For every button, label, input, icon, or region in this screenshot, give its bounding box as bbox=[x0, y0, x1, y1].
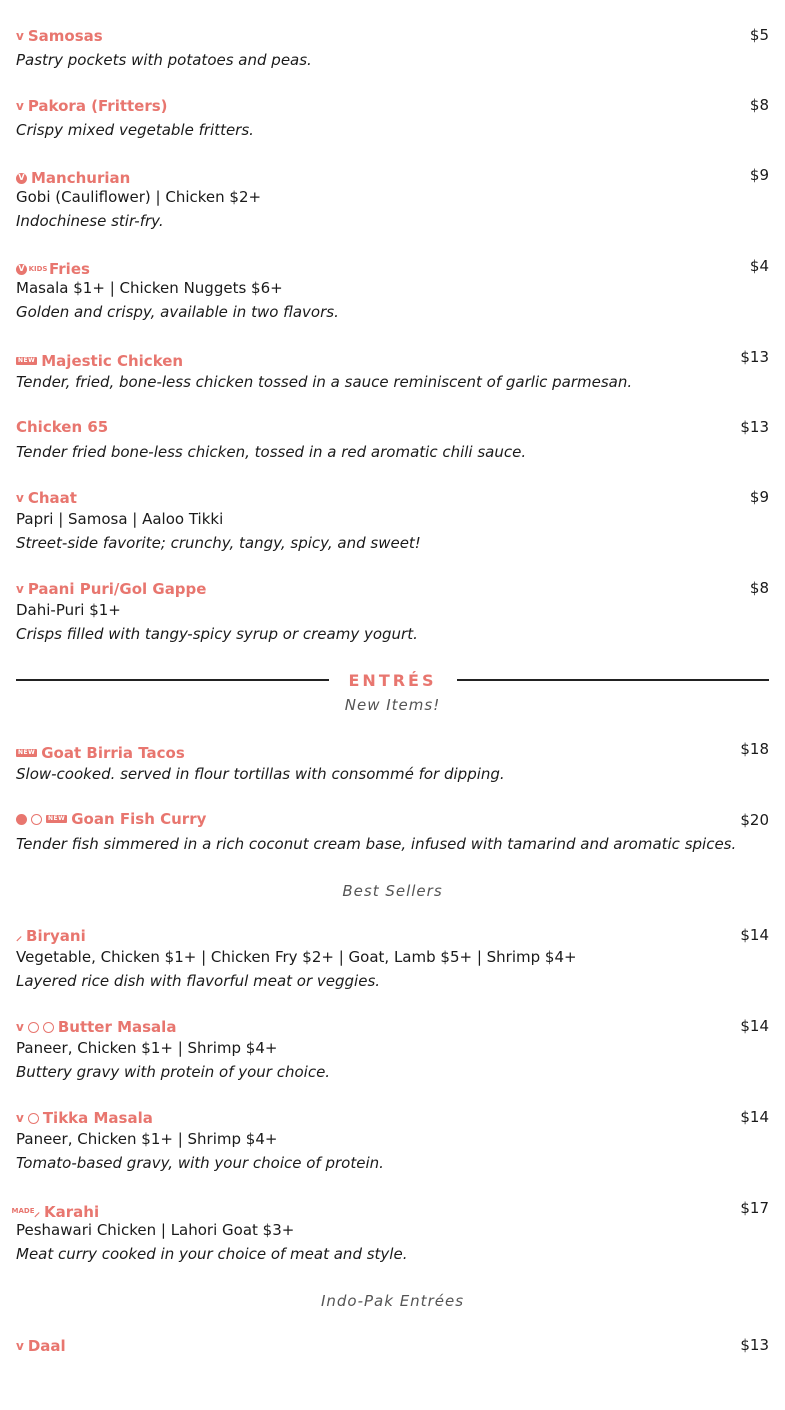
menu-item-price: $8 bbox=[749, 579, 769, 597]
menu-item-header bbox=[16, 810, 769, 830]
menu-item-price: $13 bbox=[740, 1336, 769, 1354]
menu-item-options: Dahi-Puri $1+ bbox=[16, 601, 121, 619]
menu-item bbox=[16, 322, 769, 392]
menu-item bbox=[16, 231, 769, 322]
menu-item bbox=[11, 1173, 769, 1264]
gluten-free-icon bbox=[16, 814, 27, 825]
dietary-icons bbox=[16, 30, 24, 42]
subheading-new-items: New Items! bbox=[344, 696, 441, 714]
menu-item-options: Paneer, Chicken $1+ | Shrimp $4+ bbox=[16, 1039, 278, 1057]
menu-item bbox=[16, 1310, 769, 1356]
dairy-icon bbox=[28, 1022, 39, 1033]
menu-item-description: Pastry pockets with potatoes and peas. bbox=[16, 51, 312, 69]
menu-item-description: Slow-cooked. served in flour tortillas with consommé for dipping. bbox=[16, 765, 505, 783]
vegetarian-icon: v bbox=[16, 1020, 24, 1034]
subheading-best-sellers: Best Sellers bbox=[342, 882, 443, 900]
menu-item-options: Papri | Samosa | Aaloo Tikki bbox=[16, 510, 224, 528]
new-badge-icon: NEW bbox=[48, 815, 66, 822]
best-sellers-list bbox=[11, 900, 769, 1264]
dietary-icons bbox=[16, 749, 37, 757]
menu-item-options: Masala $1+ | Chicken Nuggets $6+ bbox=[16, 279, 283, 297]
menu-item-name bbox=[11, 1202, 100, 1221]
menu-item-title: Karahi bbox=[44, 1202, 100, 1221]
menu-item-name bbox=[16, 169, 130, 187]
menu-item-name bbox=[16, 1109, 153, 1127]
menu-item-price: $13 bbox=[740, 418, 769, 436]
dietary-icons bbox=[16, 930, 22, 942]
indo-pak-list bbox=[16, 1310, 769, 1356]
menu-item-price: $17 bbox=[740, 1199, 769, 1217]
menu-item-name bbox=[16, 260, 90, 278]
menu-item-title: Tikka Masala bbox=[42, 1109, 153, 1127]
dietary-icons bbox=[16, 173, 27, 184]
menu-item-price: $4 bbox=[749, 257, 769, 275]
appetizer-list bbox=[16, 0, 769, 644]
subheading-indo-pak: Indo-Pak Entrées bbox=[320, 1292, 465, 1310]
menu-item-price: $20 bbox=[740, 810, 769, 829]
dietary-icons bbox=[16, 357, 37, 365]
dietary-icons bbox=[16, 1340, 24, 1352]
menu-item bbox=[16, 0, 769, 70]
menu-item-options: Paneer, Chicken $1+ | Shrimp $4+ bbox=[16, 1130, 278, 1148]
menu-item bbox=[16, 784, 769, 854]
menu-item-description: Buttery gravy with protein of your choice. bbox=[16, 1063, 331, 1081]
menu-item-title: Majestic Chicken bbox=[41, 352, 184, 370]
menu-item-options: Peshawari Chicken | Lahori Goat $3+ bbox=[16, 1221, 295, 1239]
menu-item bbox=[16, 140, 769, 231]
menu-item-title: Samosas bbox=[27, 27, 103, 45]
dietary-icons bbox=[16, 100, 24, 112]
menu-item-name bbox=[16, 1018, 176, 1036]
menu-item-description: Tender, fried, bone-less chicken tossed in a sauce reminiscent of garlic parmesan. bbox=[16, 373, 633, 391]
dietary-icons bbox=[16, 583, 24, 595]
menu-item bbox=[16, 991, 769, 1082]
spicy-icon: ⸝ bbox=[34, 1204, 41, 1219]
menu-item bbox=[16, 714, 769, 784]
new-badge-icon: NEW bbox=[18, 357, 36, 364]
menu-item-header bbox=[16, 257, 769, 277]
menu-item-price: $9 bbox=[749, 488, 769, 506]
menu-item-price: $5 bbox=[749, 26, 769, 44]
dietary-icons bbox=[16, 264, 48, 275]
menu-item-description: Street-side favorite; crunchy, tangy, spicy, and sweet! bbox=[16, 534, 421, 552]
menu-item bbox=[16, 392, 769, 462]
spicy-icon: ⸝ bbox=[16, 929, 23, 943]
menu-item-title: Manchurian bbox=[31, 169, 131, 187]
menu-item-header bbox=[16, 418, 769, 438]
menu-item-options: Gobi (Cauliflower) | Chicken $2+ bbox=[16, 188, 262, 206]
menu-item-name bbox=[16, 352, 183, 370]
menu-item bbox=[16, 1082, 769, 1173]
menu-item-description: Tender fried bone-less chicken, tossed in a red aromatic chili sauce. bbox=[16, 443, 527, 461]
menu-item-price: $8 bbox=[749, 96, 769, 114]
menu-item-header bbox=[16, 488, 769, 508]
vegetarian-icon: v bbox=[16, 582, 24, 596]
menu-item-name bbox=[16, 418, 108, 436]
menu-item-description: Tender fish simmered in a rich coconut cream base, infused with tamarind and aromatic spices. bbox=[16, 835, 737, 853]
menu-item-header bbox=[16, 1108, 769, 1128]
menu-item-title: Butter Masala bbox=[57, 1018, 177, 1036]
vegetarian-icon: v bbox=[16, 1111, 24, 1125]
menu-item-name bbox=[16, 744, 185, 762]
menu-item-header bbox=[11, 1199, 769, 1221]
vegan-icon: V bbox=[16, 173, 27, 184]
menu-item-name bbox=[16, 1337, 66, 1355]
menu-item-name bbox=[16, 97, 168, 115]
menu-item-header bbox=[16, 740, 769, 760]
menu-item-description: Layered rice dish with flavorful meat or veggies. bbox=[16, 972, 381, 990]
menu-item-price: $14 bbox=[740, 1108, 769, 1126]
menu-item-title: Chicken 65 bbox=[16, 418, 109, 436]
menu-item bbox=[16, 553, 769, 644]
menu-item-header bbox=[16, 1336, 769, 1356]
menu-item-title: Chaat bbox=[27, 489, 77, 507]
menu-item-price: $13 bbox=[740, 348, 769, 366]
menu-item-title: Goat Birria Tacos bbox=[41, 744, 185, 762]
menu-item-title: Fries bbox=[49, 260, 90, 278]
menu-item-description: Crisps filled with tangy-spicy syrup or creamy yogurt. bbox=[16, 625, 418, 643]
menu-item-title: Paani Puri/Gol Gappe bbox=[27, 580, 207, 598]
made-here-icon: MADE bbox=[11, 1207, 35, 1215]
menu-item-description: Meat curry cooked in your choice of meat and style. bbox=[16, 1245, 408, 1263]
vegetarian-icon: v bbox=[16, 1339, 24, 1353]
vegetarian-icon: v bbox=[16, 491, 24, 505]
menu-item-name bbox=[16, 489, 77, 507]
menu-item-name bbox=[16, 27, 103, 45]
menu-item-header bbox=[16, 26, 769, 46]
menu-item-title: Daal bbox=[27, 1337, 66, 1355]
menu-item-header bbox=[16, 1017, 769, 1037]
menu-item-header bbox=[16, 96, 769, 116]
menu-item-price: $14 bbox=[740, 1017, 769, 1035]
dairy-icon bbox=[31, 814, 42, 825]
menu-item-title: Goan Fish Curry bbox=[71, 810, 207, 828]
vegan-icon: V bbox=[16, 264, 27, 275]
vegetarian-icon: v bbox=[16, 99, 24, 113]
menu-item-header bbox=[16, 926, 769, 946]
dietary-icons bbox=[16, 1021, 54, 1033]
menu-item-name bbox=[16, 810, 206, 828]
menu-item-description: Golden and crispy, available in two flavors. bbox=[16, 303, 339, 321]
menu-item-description: Indochinese stir-fry. bbox=[16, 212, 164, 230]
menu-item-options: Vegetable, Chicken $1+ | Chicken Fry $2+ | Goat, Lamb $5+ | Shrimp $4+ bbox=[16, 948, 577, 966]
new-items-list bbox=[16, 714, 769, 854]
menu-item bbox=[16, 70, 769, 140]
section-title: ENTRÉS bbox=[348, 670, 437, 690]
vegetarian-icon: v bbox=[16, 29, 24, 43]
menu-item-name bbox=[16, 580, 206, 598]
section-rule-left bbox=[16, 679, 329, 681]
menu-item-description: Tomato-based gravy, with your choice of protein. bbox=[16, 1154, 384, 1172]
menu-page bbox=[11, 0, 769, 1356]
section-rule-right bbox=[457, 679, 770, 681]
kids-icon: KIDS bbox=[28, 264, 48, 273]
dietary-icons bbox=[16, 814, 67, 825]
menu-item-description: Crispy mixed vegetable fritters. bbox=[16, 121, 254, 139]
menu-item-price: $14 bbox=[740, 926, 769, 944]
menu-item-header bbox=[16, 166, 769, 186]
menu-item-title: Pakora (Fritters) bbox=[27, 97, 168, 115]
dietary-icons bbox=[16, 492, 24, 504]
section-header-entrees bbox=[16, 670, 769, 690]
menu-item-price: $18 bbox=[740, 740, 769, 758]
menu-item bbox=[16, 900, 769, 991]
new-badge-icon: NEW bbox=[18, 749, 36, 756]
menu-item-price: $9 bbox=[749, 166, 769, 184]
menu-item-name bbox=[16, 927, 86, 945]
dietary-icons bbox=[16, 1112, 39, 1124]
dairy-icon bbox=[43, 1022, 54, 1033]
dietary-icons bbox=[11, 1204, 41, 1219]
menu-item-header bbox=[16, 579, 769, 599]
menu-item bbox=[16, 462, 769, 553]
dairy-icon bbox=[28, 1113, 39, 1124]
menu-item-title: Biryani bbox=[26, 927, 86, 945]
menu-item-header bbox=[16, 348, 769, 368]
